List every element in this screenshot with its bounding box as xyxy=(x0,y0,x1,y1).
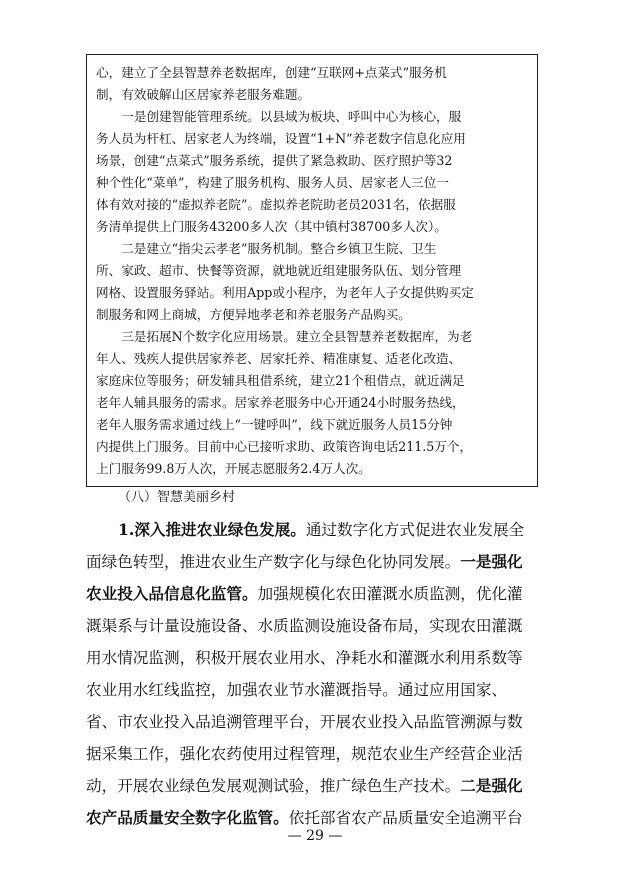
box-line-17: 老年人服务需求通过线上“一键呼叫”，线下就近服务人员15分钟 xyxy=(96,417,453,432)
body-line-7: 省、市农业投入品追溯管理平台，开展农业投入品监管溯源与数 xyxy=(86,713,523,731)
box-line-13: 三是拓展N个数字化应用场景。建立全县智慧养老数据库，为老 xyxy=(96,329,473,344)
section-heading: （八）智慧美丽乡村 xyxy=(118,490,236,505)
body-line-2 xyxy=(86,546,523,578)
body-text: 加强规模化农田灌溉水质监测，优化灌 xyxy=(257,585,523,603)
box-line-18: 内提供上门服务。目前中心已接听求助、政策咨询电话211.5万个， xyxy=(96,439,473,454)
box-line-10: 所、家政、超市、快餐等资源，就地就近组建服务队伍、划分管理 xyxy=(96,263,462,278)
body-line-6: 农业用水红线监控，加强农业节水灌溉指导。通过应用国家、 xyxy=(86,681,508,699)
body-text: 通过数字化方式促进农业发展全 xyxy=(305,521,525,539)
box-line-1: 心，建立了全县智慧养老数据库，创建“互联网+点菜式”服务机 xyxy=(96,65,447,80)
box-line-7: 体有效对接的“虚拟养老院”。虚拟养老院助老员2031名，依据服 xyxy=(96,197,456,212)
body-line-1 xyxy=(118,514,524,546)
box-line-8: 务清单提供上门服务43200多人次（其中镇村38700多人次）。 xyxy=(96,219,447,234)
body-text: 面绿色转型，推进农业生产数字化与绿色化协同发展。 xyxy=(86,553,461,571)
body-line-9 xyxy=(86,770,523,802)
box-line-5: 场景，创建“点菜式”服务系统，提供了紧急救助、医疗照护等32 xyxy=(96,153,453,168)
subsection-title: 1.深入推进农业绿色发展。 xyxy=(118,520,306,539)
box-line-12: 制服务和网上商城，方便异地孝老和养老服务产品购买。 xyxy=(96,307,411,322)
body-emphasis: 一是强化 xyxy=(460,552,523,571)
page-number: — 29 — xyxy=(287,828,343,844)
body-line-8: 据采集工作，强化农药使用过程管理，规范农业生产经营企业活 xyxy=(86,745,523,763)
body-text: 依托部省农产品质量安全追溯平台 xyxy=(288,809,523,827)
body-line-5: 用水情况监测，积极开展农业用水、净耗水和灌溉水利用系数等 xyxy=(86,649,523,667)
box-line-4: 务人员为杆杠、居家老人为终端，设置“1+N”养老数字信息化应用 xyxy=(96,131,466,146)
box-line-9: 二是建立“指尖云孝老”服务机制。整合乡镇卫生院、卫生 xyxy=(96,241,437,256)
box-line-6: 种个性化“菜单”，构建了服务机构、服务人员、居家老人三位一 xyxy=(96,175,449,190)
body-emphasis: 农业投入品信息化监管。 xyxy=(86,584,258,603)
body-text: 动，开展农业绿色发展观测试验，推广绿色生产技术。 xyxy=(86,777,461,795)
box-line-19: 上门服务99.8万人次，开展志愿服务2.4万人次。 xyxy=(96,461,371,476)
body-line-3 xyxy=(86,578,523,610)
body-emphasis: 二是强化 xyxy=(460,776,523,795)
box-line-16: 老年人辅具服务的需求。居家养老服务中心开通24小时服务热线， xyxy=(96,395,465,410)
box-line-15: 家庭床位等服务；研发辅具租借系统，建立21个租借点，就近满足 xyxy=(96,373,465,388)
box-line-2: 制，有效破解山区居家养老服务难题。 xyxy=(96,87,311,102)
box-line-11: 网格、设置服务驿站。利用App或小程序，为老年人子女提供购买定 xyxy=(96,285,474,300)
body-line-4: 溉渠系与计量设施设备、水质监测设施设备布局，实现农田灌溉 xyxy=(86,617,523,635)
body-emphasis: 农产品质量安全数字化监管。 xyxy=(86,808,289,827)
box-line-14: 年人、残疾人提供居家养老、居家托养、精准康复、适老化改造、 xyxy=(96,351,462,366)
box-line-3: 一是创建智能管理系统。以县域为板块、呼叫中心为核心，服 xyxy=(96,109,462,124)
